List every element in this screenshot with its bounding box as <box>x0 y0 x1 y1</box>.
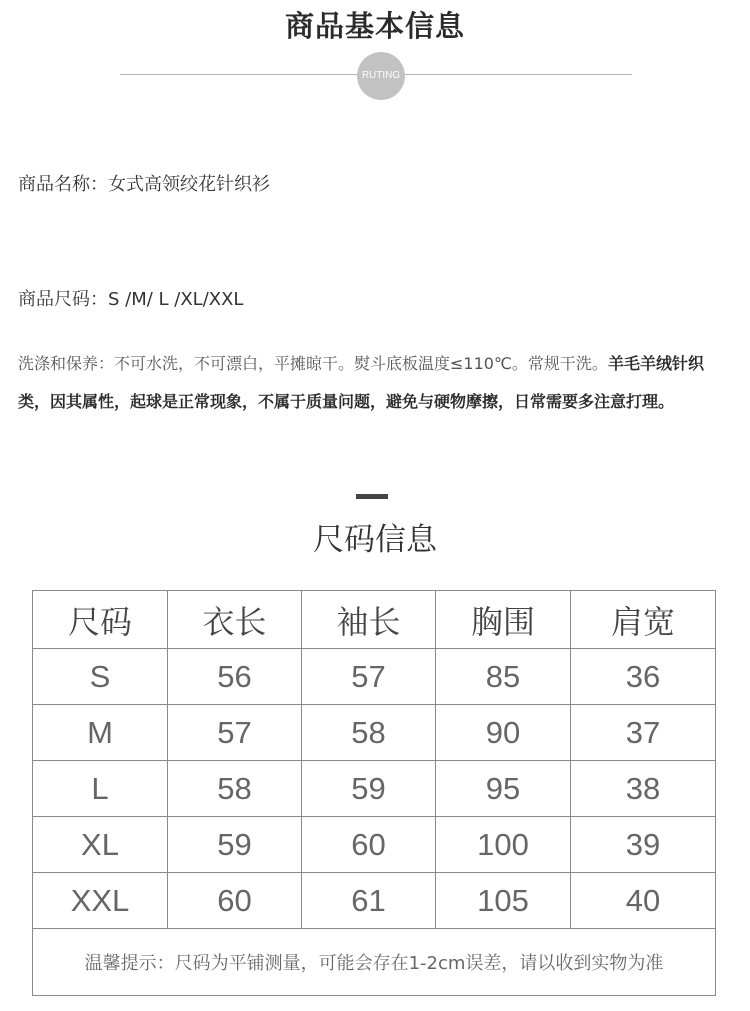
column-header-sleeve: 袖长 <box>302 591 436 649</box>
product-name <box>18 170 270 196</box>
table-cell: 57 <box>302 649 436 705</box>
table-cell: 90 <box>436 705 571 761</box>
table-cell: XL <box>33 817 168 873</box>
table-cell: 100 <box>436 817 571 873</box>
ruting-badge: RUTING <box>357 52 405 100</box>
product-size <box>18 285 243 311</box>
table-cell: 56 <box>168 649 302 705</box>
table-cell: L <box>33 761 168 817</box>
care-text: 不可水洗，不可漂白，平摊晾干。熨斗底板温度≤110℃。常规干洗。 <box>114 354 608 373</box>
size-note: 温馨提示：尺码为平铺测量，可能会存在1-2cm误差，请以收到实物为准 <box>33 929 716 996</box>
table-cell: M <box>33 705 168 761</box>
column-header-length: 衣长 <box>168 591 302 649</box>
table-row <box>33 873 716 929</box>
table-row <box>33 761 716 817</box>
table-cell: 36 <box>571 649 716 705</box>
table-cell: 40 <box>571 873 716 929</box>
table-cell: 59 <box>302 761 436 817</box>
product-size-value: S /M/ L /XL/XXL <box>108 289 244 310</box>
column-header-shoulder: 肩宽 <box>571 591 716 649</box>
table-cell: 58 <box>302 705 436 761</box>
table-row <box>33 649 716 705</box>
care-warning: 羊毛羊绒针织类，因其属性，起球是正常现象，不属于质量问题，避免与硬物摩擦，日常需要多注意打理。 <box>18 354 704 411</box>
column-header-size: 尺码 <box>33 591 168 649</box>
table-note-row <box>33 929 716 996</box>
size-section-title: 尺码信息 <box>313 522 437 558</box>
section-dash <box>356 494 388 499</box>
page-title: 商品基本信息 <box>284 9 465 43</box>
table-cell: 39 <box>571 817 716 873</box>
table-cell: 61 <box>302 873 436 929</box>
table-cell: 57 <box>168 705 302 761</box>
product-name-label: 商品名称： <box>18 174 108 195</box>
table-row <box>33 705 716 761</box>
column-header-chest: 胸围 <box>436 591 571 649</box>
care-instructions <box>18 345 734 421</box>
table-cell: XXL <box>33 873 168 929</box>
table-cell: 58 <box>168 761 302 817</box>
product-size-label: 商品尺码： <box>18 289 108 310</box>
table-row <box>33 817 716 873</box>
table-cell: 59 <box>168 817 302 873</box>
table-cell: 105 <box>436 873 571 929</box>
product-name-value: 女式高领绞花针织衫 <box>108 174 270 195</box>
table-cell: 60 <box>302 817 436 873</box>
table-cell: 60 <box>168 873 302 929</box>
care-label: 洗涤和保养： <box>18 354 115 373</box>
size-table <box>32 590 716 996</box>
table-cell: 85 <box>436 649 571 705</box>
table-cell: S <box>33 649 168 705</box>
table-cell: 38 <box>571 761 716 817</box>
table-cell: 37 <box>571 705 716 761</box>
size-table-header <box>33 591 716 649</box>
table-cell: 95 <box>436 761 571 817</box>
